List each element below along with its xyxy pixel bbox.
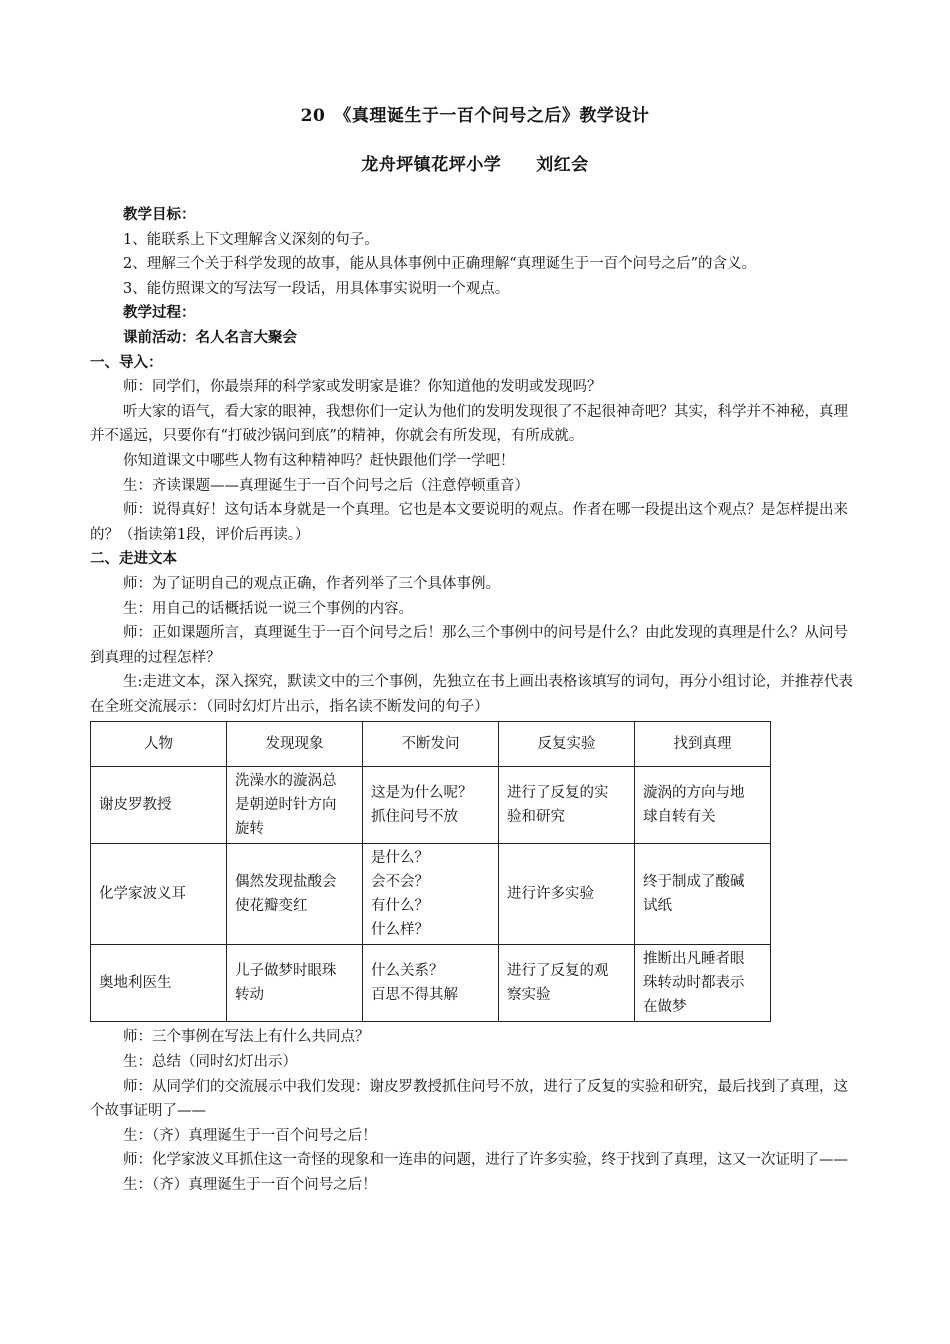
paragraph: 师：为了证明自己的观点正确，作者列举了三个具体事例。	[123, 575, 500, 592]
table-row	[91, 945, 771, 1022]
table-header-cell: 人物	[91, 722, 227, 767]
phenomenon-cell	[227, 844, 363, 945]
section1-heading: 一、导入：	[90, 353, 163, 371]
experiment-cell	[499, 767, 635, 844]
cell-line: 球自转有关	[643, 809, 716, 826]
section2-heading: 二、走进文本	[90, 550, 177, 568]
cell-line: 有什么？	[371, 898, 429, 915]
paragraph: 生：用自己的话概括说一说三个事例的内容。	[123, 600, 413, 617]
table-header-row	[91, 722, 771, 767]
cell-line: 进行了反复的实	[507, 785, 609, 802]
paragraph: 师：说得真好！这句话本身就是一个真理。它也是本文要说明的观点。作者在哪一段提出这个观点？是怎样提出来的？（指读第1段，评价后再读。）	[90, 502, 848, 543]
process-heading: 教学过程：	[123, 304, 196, 322]
cell-line: 儿子做梦时眼珠	[235, 963, 337, 980]
cell-line: 百思不得其解	[371, 987, 458, 1004]
table-header-cell: 不断发问	[363, 722, 499, 767]
cell-line: 什么样？	[371, 922, 429, 939]
table-row	[91, 844, 771, 945]
person-cell	[91, 945, 227, 1022]
document-body	[90, 203, 862, 1198]
paragraph: 师：化学家波义耳抓住这一奇怪的现象和一连串的问题，进行了许多实验，终于找到了真理，这又一次证明了——	[123, 1152, 848, 1169]
paragraph: 生：（齐）真理诞生于一百个问号之后！	[123, 1127, 377, 1144]
paragraph: 师：正如课题所言，真理诞生于一百个问号之后！那么三个事例中的问号是什么？由此发现的真理是什么？从问号到真理的过程怎样？	[90, 625, 848, 666]
experiment-cell	[499, 945, 635, 1022]
phenomenon-cell	[227, 767, 363, 844]
cell-line: 会不会？	[371, 874, 429, 891]
experiment-cell	[499, 844, 635, 945]
paragraph: 生：总结（同时幻灯出示）	[123, 1054, 297, 1071]
paragraph: 听大家的语气，看大家的眼神，我想你们一定认为他们的发明发现很了不起很神奇吧？其实，科学并不神秘，真理并不遥远，只要你有“打破沙锅问到底”的精神，你就会有所发现，有所成就。	[90, 403, 848, 445]
cell-line: 试纸	[643, 898, 672, 915]
cell-line: 抓住问号不放	[371, 809, 458, 826]
cell-line: 在做梦	[643, 999, 687, 1016]
paragraph: 你知道课文中哪些人物有这种精神吗？赶快跟他们学一学吧！	[123, 452, 515, 469]
paragraph: 生:走进文本，深入探究，默读文中的三个事例，先独立在书上画出表格该填写的词句，再分小组讨论，并推荐代表在全班交流展示：（同时幻灯片出示，指名读不断发问的句子）	[90, 674, 853, 715]
cell-line: 这是为什么呢？	[371, 785, 473, 802]
paragraph: 生：（齐）真理诞生于一百个问号之后！	[123, 1177, 377, 1194]
cell-line: 漩涡的方向与地	[643, 785, 745, 802]
questions-cell	[363, 844, 499, 945]
cell-line: 是什么？	[371, 850, 429, 867]
truth-cell	[635, 945, 771, 1022]
phenomenon-cell	[227, 945, 363, 1022]
cell-text: 谢皮罗教授	[99, 797, 172, 814]
questions-cell	[363, 945, 499, 1022]
table-row	[91, 767, 771, 844]
goals-heading: 教学目标：	[123, 206, 196, 223]
truth-cell	[635, 844, 771, 945]
cell-line: 验和研究	[507, 809, 565, 826]
paragraph: 师：从同学们的交流展示中我们发现：谢皮罗教授抓住问号不放，进行了反复的实验和研究，最后找到了真理，这个故事证明了——	[90, 1078, 848, 1120]
author-line: 龙舟坪镇花坪小学 刘红会	[361, 155, 589, 175]
cell-line: 转动	[235, 987, 264, 1004]
cell-line: 偶然发现盐酸会	[235, 874, 337, 891]
cell-line: 推断出凡睡者眼	[643, 951, 745, 968]
cell-line: 洗澡水的漩涡总	[235, 773, 337, 790]
cell-line: 旋转	[235, 821, 264, 838]
table-header-cell: 反复实验	[499, 722, 635, 767]
questions-cell	[363, 767, 499, 844]
goal-item: 1、能联系上下文理解含义深刻的句子。	[123, 231, 379, 248]
goal-item: 3、能仿照课文的写法写一段话，用具体事实说明一个观点。	[123, 280, 510, 297]
cell-line: 察实验	[507, 987, 551, 1004]
cell-text: 化学家波义耳	[99, 886, 186, 903]
table-header-cell: 找到真理	[635, 722, 771, 767]
truth-cell	[635, 767, 771, 844]
cell-line: 进行了反复的观	[507, 963, 609, 980]
cell-line: 是朝逆时针方向	[235, 797, 337, 814]
paragraph: 师：三个事例在写法上有什么共同点？	[123, 1029, 370, 1046]
cell-line: 珠转动时都表示	[643, 975, 745, 992]
paragraph: 师：同学们，你最崇拜的科学家或发明家是谁？你知道他的发明或发现吗？	[123, 379, 602, 396]
cell-text: 奥地利医生	[99, 975, 172, 992]
comparison-table	[90, 721, 771, 1022]
cell-line: 终于制成了酸碱	[643, 874, 745, 891]
paragraph: 生：齐读课题——真理诞生于一百个问号之后（注意停顿重音）	[123, 477, 529, 494]
cell-line: 进行许多实验	[507, 886, 594, 903]
table-header-cell: 发现现象	[227, 722, 363, 767]
cell-line: 使花瓣变红	[235, 898, 308, 915]
person-cell	[91, 844, 227, 945]
document-title: 20 《真理诞生于一百个问号之后》教学设计	[300, 106, 650, 126]
goal-item: 2、理解三个关于科学发现的故事，能从具体事例中正确理解“真理诞生于一百个问号之后”的含义。	[123, 256, 757, 273]
cell-line: 什么关系？	[371, 963, 444, 980]
person-cell	[91, 767, 227, 844]
pre-activity: 课前活动：名人名言大聚会	[123, 328, 297, 346]
